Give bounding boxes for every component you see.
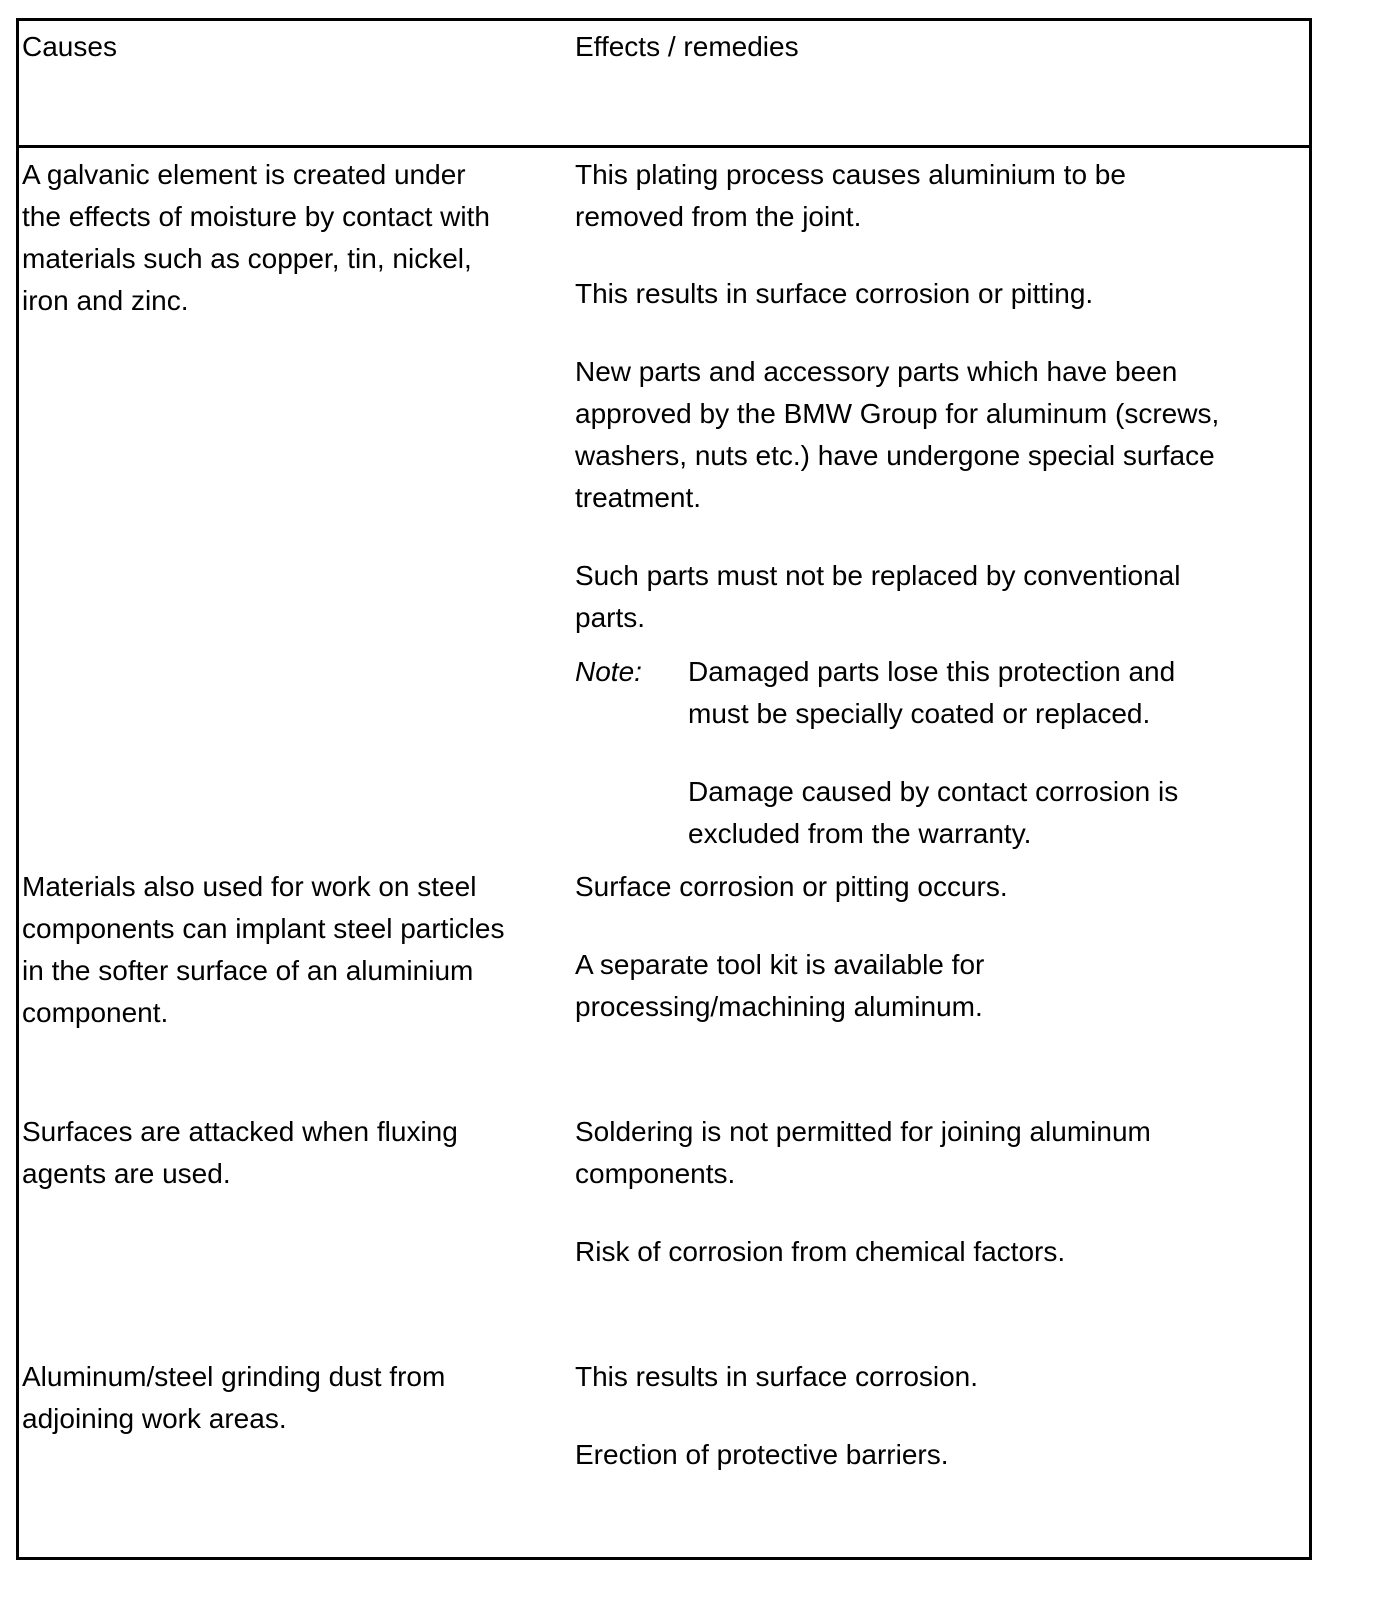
row-1-cause <box>22 154 490 322</box>
text-line: Damaged parts lose this protection and <box>688 656 1176 687</box>
text-line: components can implant steel particles <box>22 913 505 944</box>
text-line: in the softer surface of an aluminium <box>22 955 474 986</box>
text-line: This results in surface corrosion or pitting. <box>575 278 1094 309</box>
text-line: component. <box>22 997 169 1028</box>
text-line: materials such as copper, tin, nickel, <box>22 243 472 274</box>
text-line: must be specially coated or replaced. <box>688 698 1151 729</box>
text-line: A galvanic element is created under <box>22 159 466 190</box>
row-1-effect-4 <box>575 555 1180 639</box>
header-divider <box>16 145 1312 148</box>
text-line: Surface corrosion or pitting occurs. <box>575 871 1008 902</box>
text-line: parts. <box>575 602 646 633</box>
text-line: processing/machining aluminum. <box>575 991 983 1022</box>
row-3-cause <box>22 1111 458 1195</box>
header-causes: Causes <box>22 31 117 62</box>
text-line: Erection of protective barriers. <box>575 1439 949 1470</box>
row-1-effect-1 <box>575 154 1126 238</box>
text-line: This plating process causes aluminium to be <box>575 159 1126 190</box>
row-1-effect-3 <box>575 351 1219 519</box>
note-label: Note: <box>575 656 642 687</box>
row-4-cause <box>22 1356 445 1440</box>
header-effects: Effects / remedies <box>575 31 799 62</box>
text-line: A separate tool kit is available for <box>575 949 985 980</box>
text-line: This results in surface corrosion. <box>575 1361 979 1392</box>
row-1-effect-2 <box>575 273 1093 315</box>
row-3-effect-1 <box>575 1111 1151 1195</box>
text-line: components. <box>575 1158 736 1189</box>
row-4-effect-2 <box>575 1434 949 1476</box>
text-line: approved by the BMW Group for aluminum (screws, <box>575 398 1220 429</box>
row-2-effect-2 <box>575 944 984 1028</box>
text-line: removed from the joint. <box>575 201 862 232</box>
row-1-note-1 <box>688 651 1175 735</box>
text-line: treatment. <box>575 482 702 513</box>
row-4-effect-1 <box>575 1356 978 1398</box>
text-line: adjoining work areas. <box>22 1403 287 1434</box>
text-line: Damage caused by contact corrosion is <box>688 776 1179 807</box>
row-1-note-2 <box>688 771 1178 855</box>
text-line: New parts and accessory parts which have been <box>575 356 1178 387</box>
text-line: Materials also used for work on steel <box>22 871 477 902</box>
text-line: Surfaces are attacked when fluxing <box>22 1116 458 1147</box>
text-line: washers, nuts etc.) have undergone special surface <box>575 440 1215 471</box>
row-3-effect-2 <box>575 1231 1065 1273</box>
text-line: the effects of moisture by contact with <box>22 201 490 232</box>
text-line: excluded from the warranty. <box>688 818 1032 849</box>
text-line: Such parts must not be replaced by conventional <box>575 560 1181 591</box>
text-line: Risk of corrosion from chemical factors. <box>575 1236 1066 1267</box>
row-2-effect-1 <box>575 866 1008 908</box>
row-2-cause <box>22 866 504 1034</box>
text-line: Aluminum/steel grinding dust from <box>22 1361 446 1392</box>
text-line: Soldering is not permitted for joining aluminum <box>575 1116 1151 1147</box>
text-line: iron and zinc. <box>22 285 189 316</box>
text-line: agents are used. <box>22 1158 231 1189</box>
